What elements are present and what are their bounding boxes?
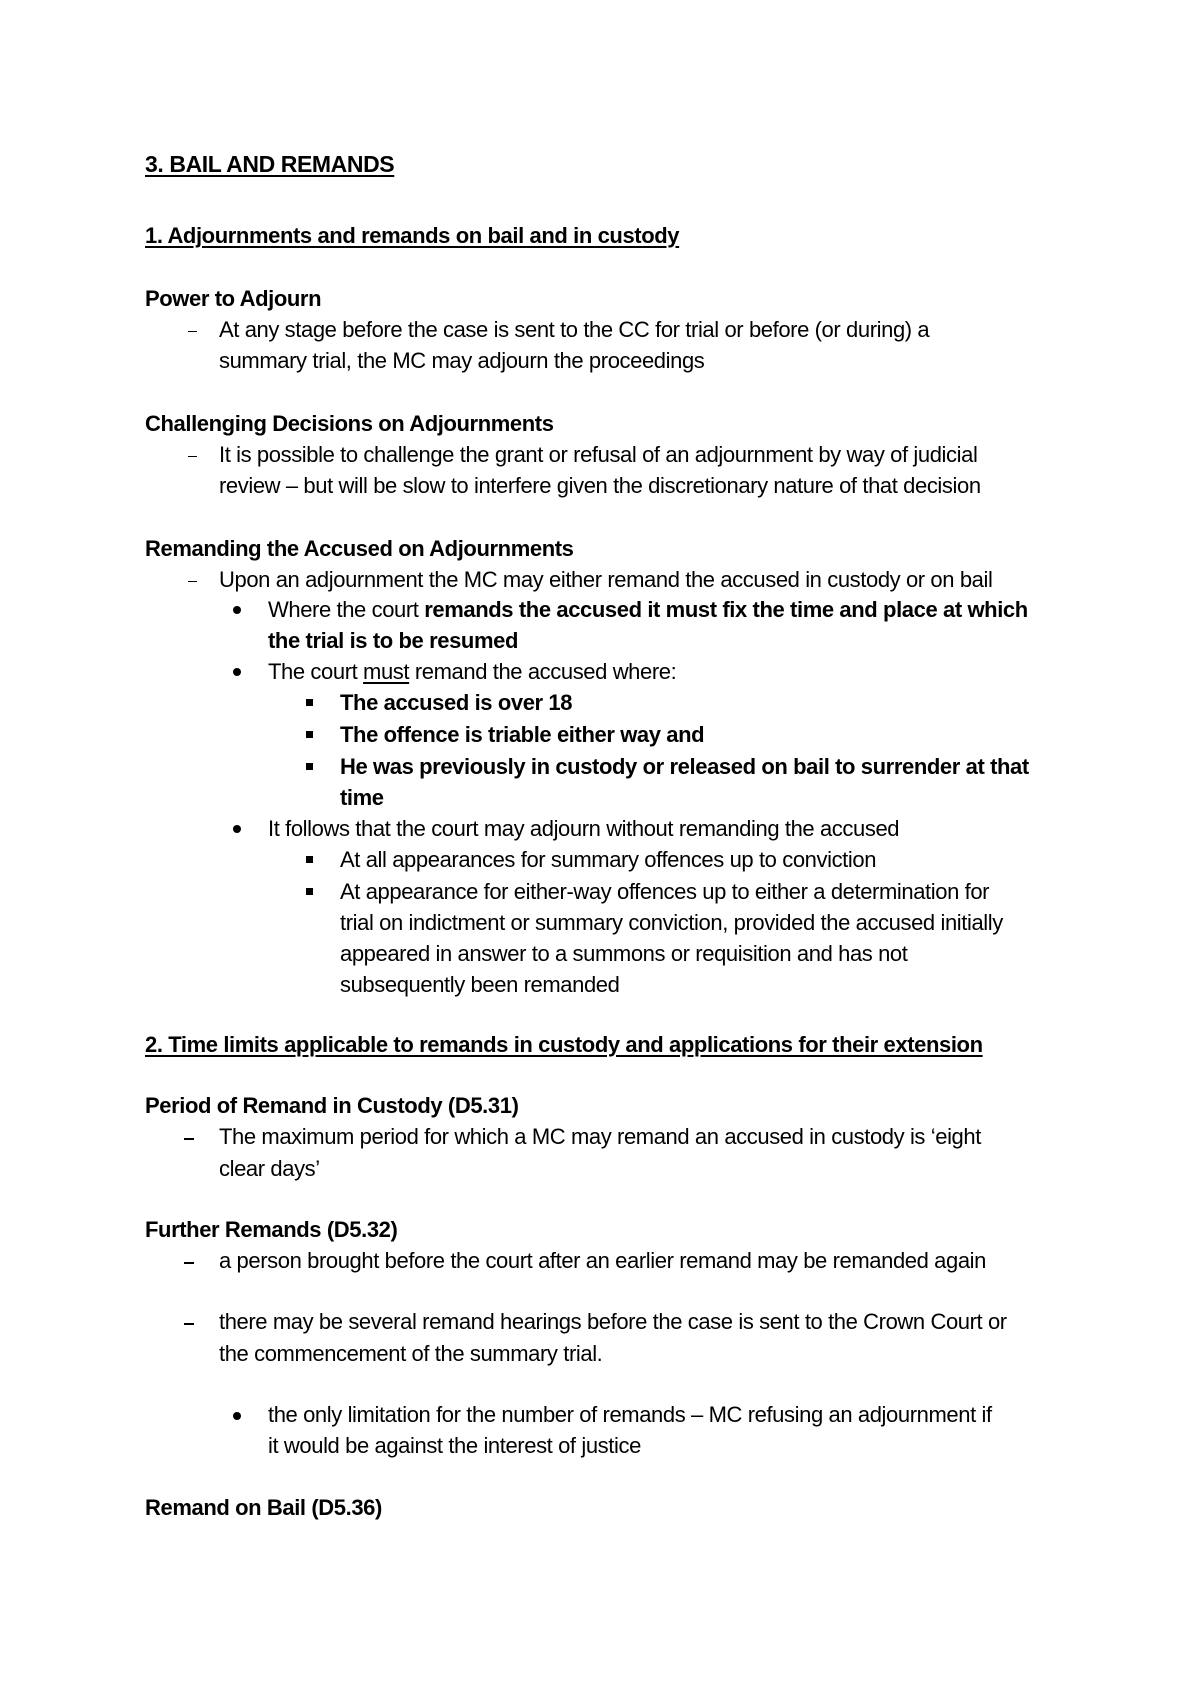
exception-2-line-1: At appearance for either-way offences up to either a determination for	[340, 879, 990, 904]
further-bullet-1: a person brought before the court after an earlier remand may be remanded again	[219, 1248, 986, 1273]
round-bullet	[233, 825, 241, 833]
section-2-heading: 2. Time limits applicable to remands in custody and applications for their extension	[145, 1032, 983, 1057]
condition-3-line-2: time	[340, 785, 384, 810]
round-bullet	[233, 1412, 241, 1420]
remanding-sub-1-line-1: Where the court remands the accused it must fix the time and place at which	[268, 597, 1028, 622]
condition-1: The accused is over 18	[340, 690, 573, 715]
square-bullet	[306, 763, 313, 770]
square-bullet	[306, 856, 313, 863]
further-heading: Further Remands (D5.32)	[145, 1217, 398, 1242]
further-bullet-2-line-1: there may be several remand hearings before the case is sent to the Crown Court or	[219, 1309, 1007, 1334]
period-bullet-line-2: clear days’	[219, 1156, 320, 1181]
dash-bullet	[188, 331, 197, 332]
further-bullet-2-line-2: the commencement of the summary trial.	[219, 1341, 603, 1366]
exception-2-line-4: subsequently been remanded	[340, 972, 620, 997]
dash-bullet	[184, 1138, 194, 1140]
power-bullet-line-1: At any stage before the case is sent to the CC for trial or before (or during) a	[219, 317, 930, 342]
exception-2-line-3: appeared in answer to a summons or requisition and has not	[340, 941, 908, 966]
exception-1: At all appearances for summary offences up to conviction	[340, 847, 877, 872]
round-bullet	[233, 668, 241, 676]
round-bullet	[233, 606, 241, 614]
further-sub-1-line-1: the only limitation for the number of remands – MC refusing an adjournment if	[268, 1402, 992, 1427]
square-bullet	[306, 731, 313, 738]
dash-bullet	[184, 1323, 194, 1325]
challenging-heading: Challenging Decisions on Adjournments	[145, 411, 554, 436]
remanding-sub-2: The court must remand the accused where:	[268, 659, 677, 684]
period-heading: Period of Remand in Custody (D5.31)	[145, 1093, 519, 1118]
condition-2: The offence is triable either way and	[340, 722, 705, 747]
square-bullet	[306, 888, 313, 895]
remanding-bullet-1: Upon an adjournment the MC may either remand the accused in custody or on bail	[219, 567, 993, 592]
square-bullet	[306, 699, 313, 706]
bail-heading: Remand on Bail (D5.36)	[145, 1495, 382, 1520]
dash-bullet	[188, 456, 197, 457]
exception-2-line-2: trial on indictment or summary conviction, provided the accused initially	[340, 910, 1003, 935]
remanding-heading: Remanding the Accused on Adjournments	[145, 536, 574, 561]
section-1-heading: 1. Adjournments and remands on bail and in custody	[145, 223, 680, 248]
power-bullet-line-2: summary trial, the MC may adjourn the proceedings	[219, 348, 705, 373]
condition-3-line-1: He was previously in custody or released on bail to surrender at that	[340, 754, 1029, 779]
remanding-sub-1-line-2: the trial is to be resumed	[268, 628, 519, 653]
dash-bullet	[188, 581, 197, 582]
remanding-sub-3: It follows that the court may adjourn without remanding the accused	[268, 816, 900, 841]
document-title: 3. BAIL AND REMANDS	[145, 151, 395, 177]
dash-bullet	[184, 1262, 194, 1264]
challenging-bullet-line-2: review – but will be slow to interfere given the discretionary nature of that decision	[219, 473, 981, 498]
further-sub-1-line-2: it would be against the interest of justice	[268, 1433, 641, 1458]
period-bullet-line-1: The maximum period for which a MC may remand an accused in custody is ‘eight	[219, 1124, 981, 1149]
challenging-bullet-line-1: It is possible to challenge the grant or refusal of an adjournment by way of judicial	[219, 442, 978, 467]
power-to-adjourn-heading: Power to Adjourn	[145, 286, 322, 311]
